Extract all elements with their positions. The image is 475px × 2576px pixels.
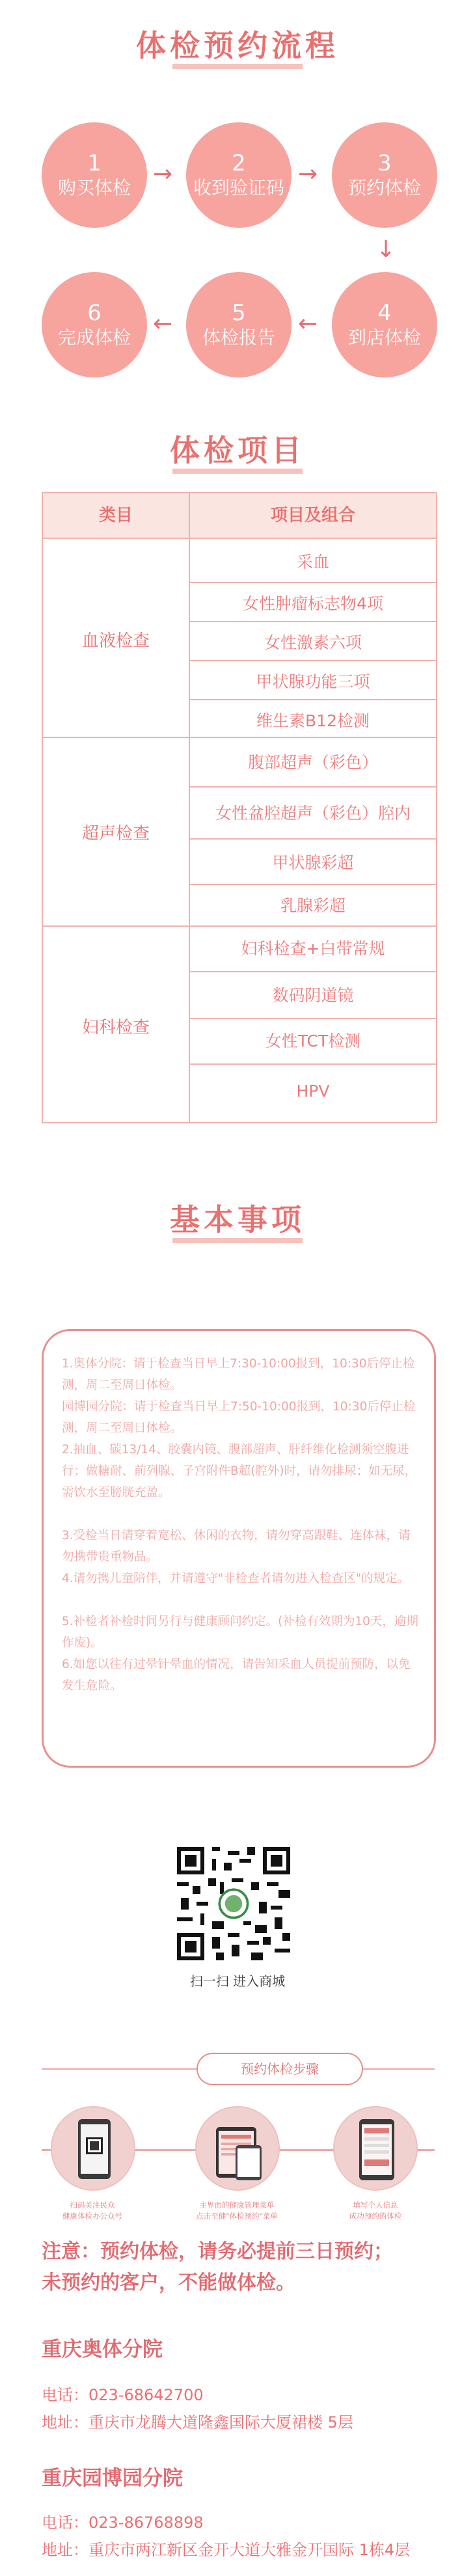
step-2-image <box>195 2106 280 2191</box>
flow-step-number: 5 <box>232 300 246 326</box>
branch-name: 重庆奥体分院 <box>42 2338 163 2361</box>
item-cell: 女性TCT检测 <box>265 1032 361 1050</box>
flow-step-number: 4 <box>377 300 392 326</box>
table-divider <box>43 737 436 738</box>
flow-step-label: 到店体检 <box>347 327 421 348</box>
table-divider <box>190 1018 436 1019</box>
title-underline <box>172 1238 303 1243</box>
branch-phone[interactable]: 电话：023-68642700 <box>42 2386 204 2404</box>
step-1-image <box>51 2106 135 2191</box>
note-item: 2.抽血、碳13/14、胶囊内镜、腹部超声、肝纤维化检测须空腹进行；做糖耐、前列腺、子宫附件B超(腔外)时，请勿排尿；如无尿，需饮水至膀胱充盈。 <box>62 1443 417 1500</box>
item-cell: 甲状腺功能三项 <box>256 672 370 691</box>
item-cell: 女性激素六项 <box>264 633 362 652</box>
arrow-down-icon: ↓ <box>376 236 396 263</box>
step-caption <box>34 2200 151 2222</box>
flow-step-label: 购买体检 <box>57 177 131 199</box>
table-divider <box>190 971 436 972</box>
qr-caption: 扫一扫 进入商城 <box>189 1973 286 1989</box>
notice-line: 注意：预约体检，请务必提前三日预约； <box>42 2240 393 2263</box>
item-cell: 维生素B12检测 <box>256 711 370 730</box>
notice-line: 未预约的客户，不能做体检。 <box>42 2271 295 2294</box>
flow-step-1 <box>42 122 147 228</box>
step-caption-line: 扫码关注民众 <box>70 2200 115 2210</box>
note-item: 4.请勿携儿童陪伴，并请遵守"非检查者请勿进入检查区"的规定。 <box>62 1572 410 1585</box>
note-item: 3.受检当日请穿着宽松、休闲的衣物，请勿穿高跟鞋、连体袜，请勿携带贵重物品。 <box>62 1529 411 1564</box>
arrow-left-icon: ← <box>153 310 173 337</box>
arrow-right-icon: → <box>153 161 173 187</box>
note-item: 1.奥体分院：请于检查当日早上7:30-10:00报到，10:30后停止检测，周二至周日体检。 <box>62 1357 415 1392</box>
flow-step-2 <box>186 122 292 228</box>
step-3-image <box>333 2106 418 2191</box>
step-caption-line: 填写个人信息 <box>353 2200 398 2210</box>
basics-title: 基本事项 <box>170 1202 305 1237</box>
flow-step-label: 预约体检 <box>347 177 421 199</box>
note-item: 园博园分院：请于检查当日早上7:50-10:00报到，10:30后停止检测，周二至周日体检。 <box>62 1400 416 1435</box>
flow-step-number: 1 <box>87 150 102 176</box>
phone-form-icon <box>334 2107 418 2191</box>
step-caption <box>317 2200 434 2222</box>
arrow-right-icon: → <box>298 161 318 187</box>
flow-step-label: 收到验证码 <box>193 177 284 199</box>
flow-step-label: 完成体检 <box>57 327 131 348</box>
flow-step-number: 2 <box>232 150 246 176</box>
table-header <box>43 493 436 539</box>
flow-step-5 <box>186 272 292 377</box>
flow-step-6 <box>42 272 147 377</box>
arrow-left-icon: ← <box>298 310 318 337</box>
item-cell: 妇科检查+白带常规 <box>241 939 385 958</box>
phone-menu-icon <box>197 2107 280 2191</box>
title-underline <box>172 469 303 474</box>
step-caption-line: 主界面的健康管理菜单 <box>199 2200 275 2210</box>
step-caption-line: 健康体检办公众号 <box>62 2212 122 2221</box>
flow-step-number: 3 <box>377 150 392 176</box>
branch-address: 地址：重庆市两江新区金开大道大雅金开国际 1栋4层 <box>42 2541 411 2559</box>
exam-items-table <box>42 492 437 1123</box>
item-cell: 甲状腺彩超 <box>272 853 354 872</box>
table-divider <box>190 786 436 788</box>
note-item: 6.如您以往有过晕针晕血的情况，请告知采血人员提前预防，以免发生危险。 <box>62 1658 411 1693</box>
table-divider <box>190 699 436 700</box>
flow-step-label: 体检报告 <box>202 327 275 348</box>
flow-step-3 <box>332 122 437 228</box>
category-cell: 超声检查 <box>81 824 150 843</box>
branch-phone[interactable]: 电话：023-86768898 <box>42 2514 204 2532</box>
step-caption-line: 成功预约的体检 <box>349 2212 402 2221</box>
title-underline <box>172 64 303 69</box>
step-caption-line: 点击至健"体检预约"菜单 <box>196 2212 278 2221</box>
item-cell: 乳腺彩超 <box>280 896 346 915</box>
qr-code-icon[interactable] <box>177 1847 290 1960</box>
branch-name: 重庆园博园分院 <box>42 2467 183 2490</box>
note-item: 5.补检者补检时间另行与健康顾问约定。(补检有效期为10天，逾期作废)。 <box>62 1615 418 1650</box>
table-divider <box>43 925 436 927</box>
process-title: 体检预约流程 <box>136 28 339 63</box>
phone-qr-icon <box>52 2107 135 2191</box>
branch-address: 地址：重庆市龙腾大道隆鑫国际大厦裙楼 5层 <box>42 2413 353 2432</box>
item-cell: 女性肿瘤标志物4项 <box>243 594 383 613</box>
table-divider <box>190 660 436 661</box>
flow-step-number: 6 <box>87 300 102 326</box>
item-cell: 数码阴道镜 <box>272 986 354 1005</box>
table-divider <box>190 582 436 583</box>
table-divider <box>190 1063 436 1065</box>
notes-box <box>42 1329 436 1768</box>
table-divider <box>190 838 436 840</box>
item-cell: HPV <box>296 1082 330 1101</box>
items-title: 体检项目 <box>170 433 305 468</box>
header-items: 项目及组合 <box>270 506 355 525</box>
step-caption <box>178 2200 295 2222</box>
notice-text <box>42 2236 445 2299</box>
item-cell: 女性盆腔超声（彩色）腔内 <box>215 804 411 823</box>
item-cell: 采血 <box>296 553 329 571</box>
category-cell: 血液检查 <box>81 631 150 651</box>
category-cell: 妇科检查 <box>81 1018 150 1037</box>
flow-step-4 <box>332 272 437 377</box>
table-divider <box>190 621 436 622</box>
table-divider <box>190 884 436 885</box>
item-cell: 腹部超声（彩色） <box>247 753 378 772</box>
header-category: 类目 <box>98 506 133 525</box>
steps-title: 预约体检步骤 <box>197 2053 363 2085</box>
